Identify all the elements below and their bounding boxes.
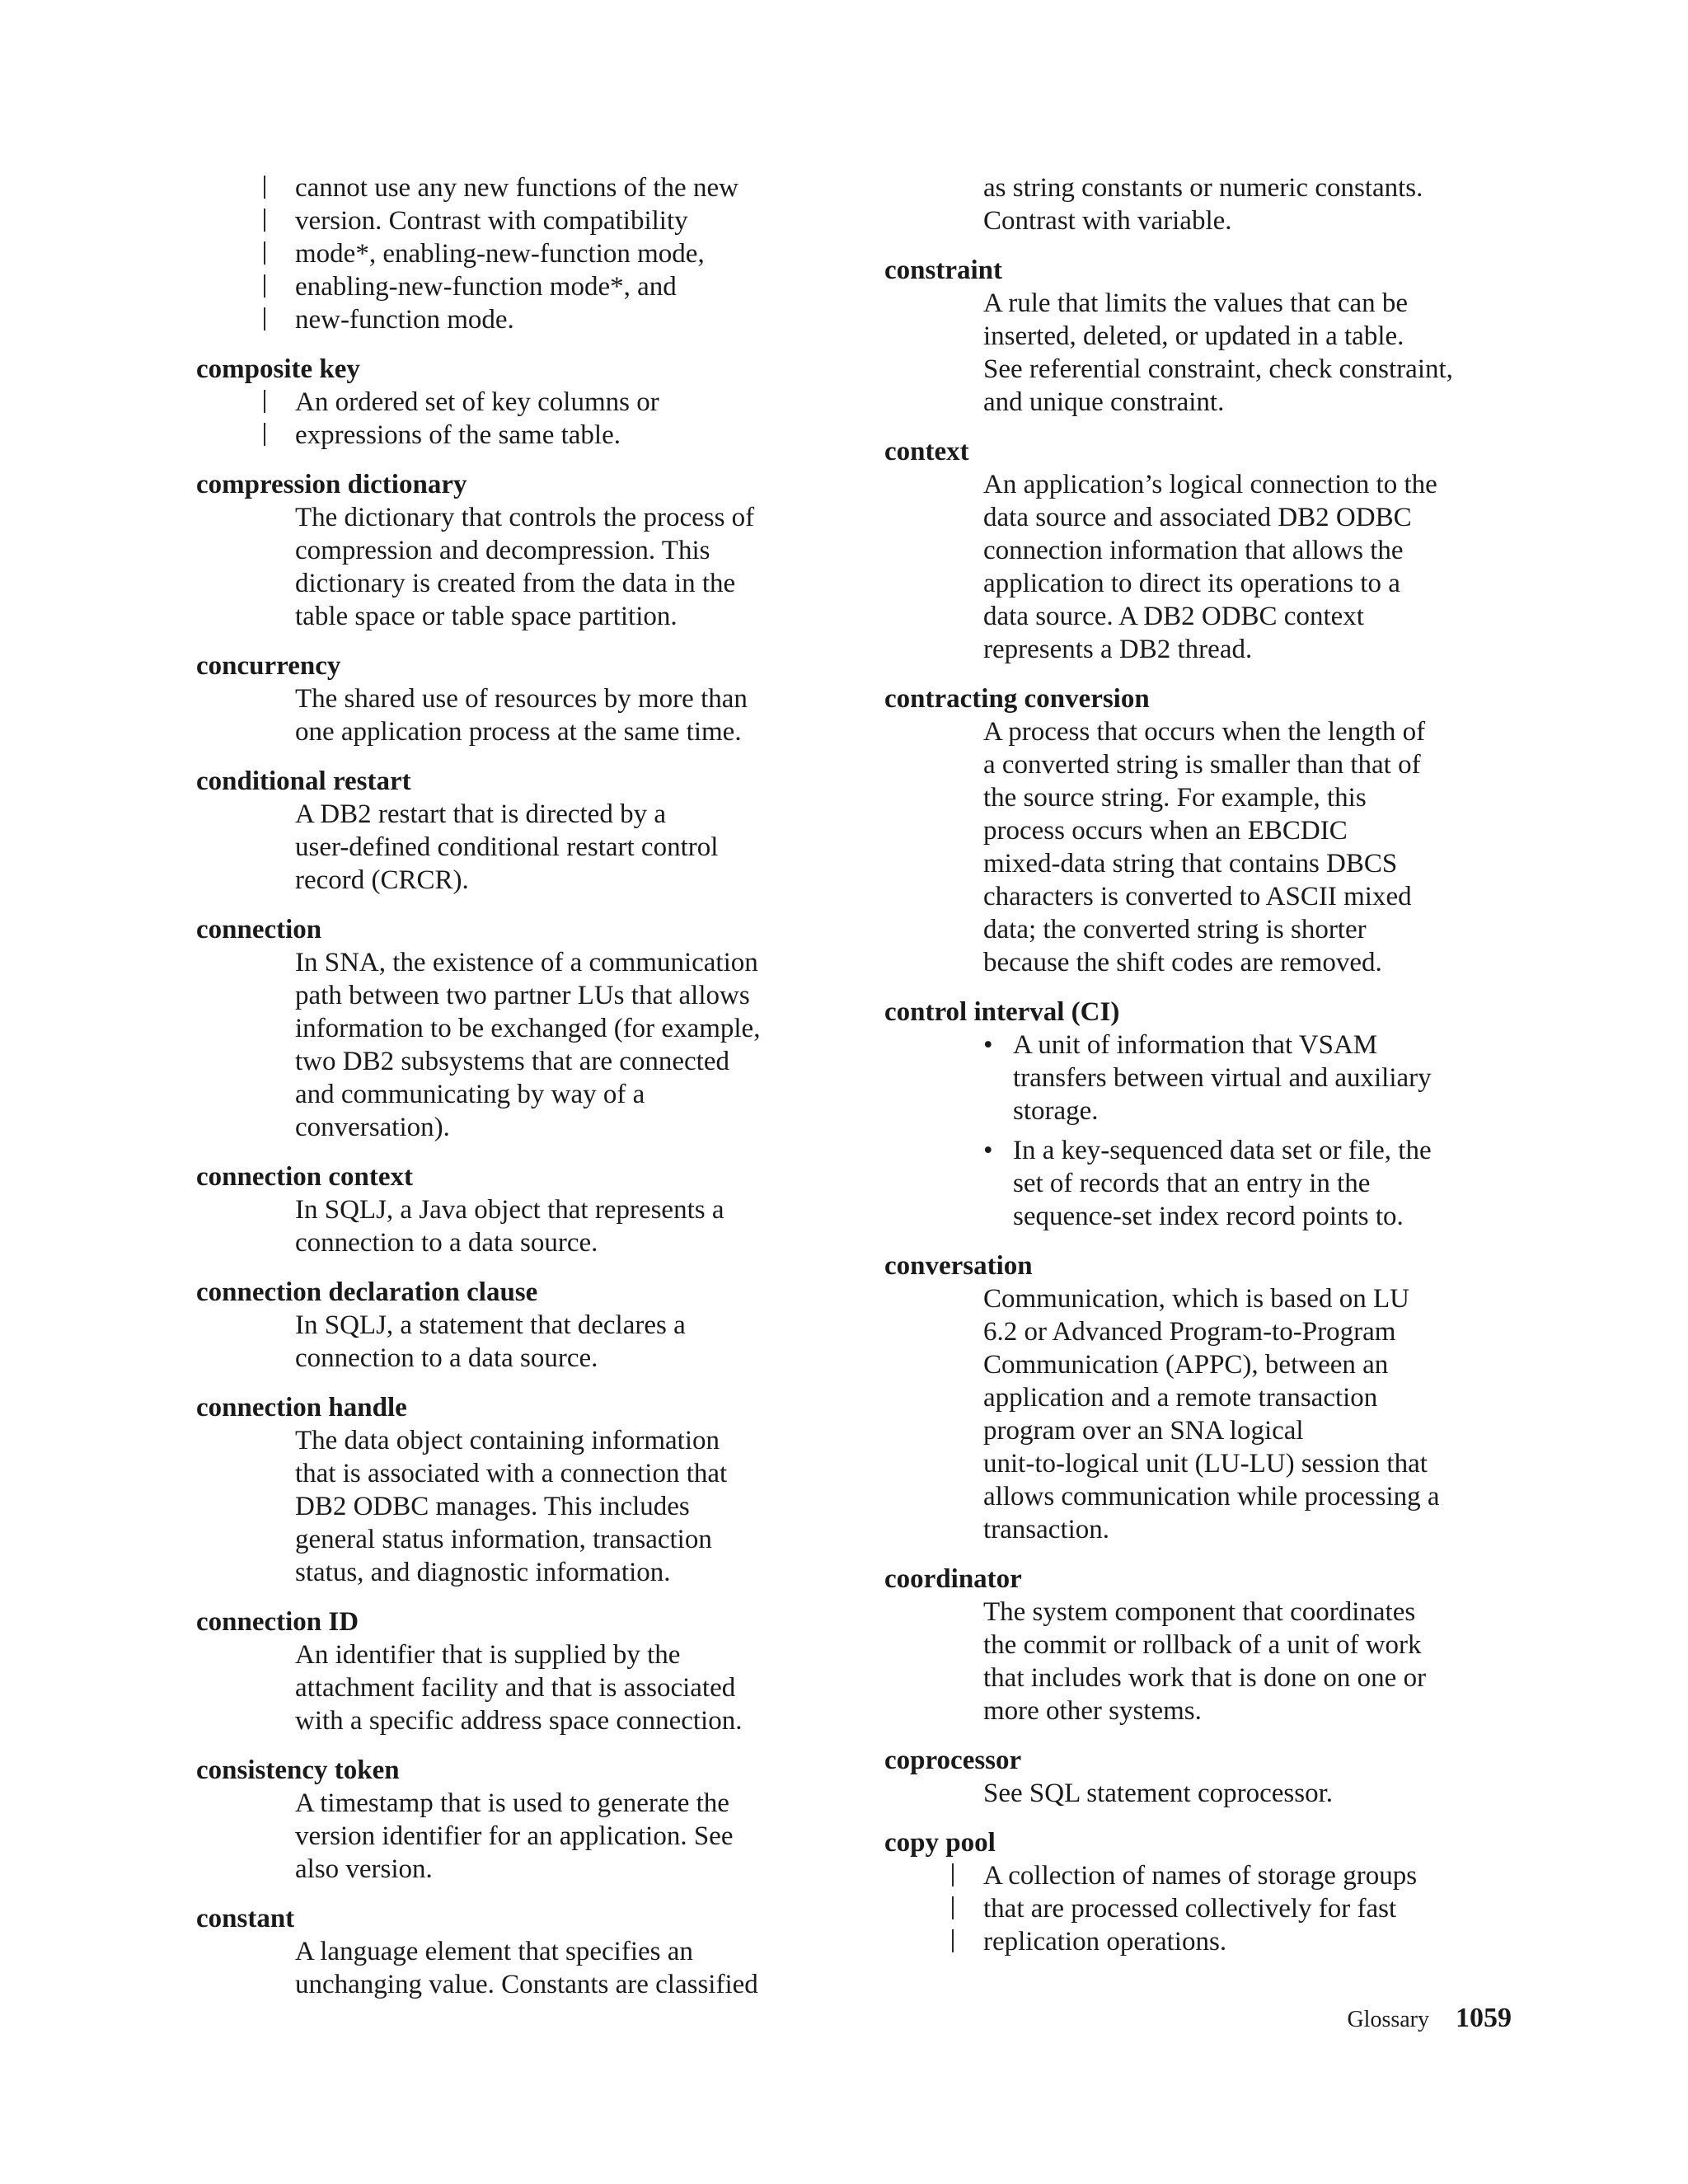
line-text: A rule that limits the values that can be [983,288,1409,318]
line-text: mode*, enabling-new-function mode, [295,239,705,269]
line-text: connection information that allows the [983,536,1404,565]
glossary-term: connection [196,915,322,944]
definition-line [983,1661,1527,1694]
continued-definition [196,171,847,336]
line-text: A process that occurs when the length of [983,717,1426,747]
definition-line [295,237,847,270]
definition-line [295,1111,847,1144]
definition-line [295,1704,847,1737]
definition-line [983,946,1527,979]
line-text: DB2 ODBC manages. This includes [295,1492,690,1521]
definition-line [983,204,1527,237]
glossary-entry [884,1744,1527,1810]
line-text: In SQLJ, a statement that declares a [295,1310,686,1340]
line-text: mixed-data string that contains DBCS [983,849,1398,879]
definition-line [983,880,1527,913]
definition [295,1787,847,1886]
definition-line [983,715,1527,748]
line-text: In SNA, the existence of a communication [295,948,758,977]
line-text: one application process at the same time. [295,717,742,747]
definition-line [983,1513,1527,1546]
definition-line [295,204,847,237]
line-text: two DB2 subsystems that are connected [295,1047,729,1076]
line-text: information to be exchanged (for example, [295,1014,761,1043]
definition-line [295,1638,847,1671]
definition [295,946,847,1144]
change-bar [952,1929,954,1952]
line-text: new-function mode. [295,305,514,335]
definition-line [983,1777,1527,1810]
definition-line [983,386,1527,419]
line-text: An application’s logical connection to the [983,470,1437,499]
definition [295,1193,847,1259]
change-bar [264,307,265,330]
definition-line [295,1968,847,2001]
page-footer [1347,2003,1512,2034]
change-bar [264,274,265,298]
line-text: dictionary is created from the data in the [295,569,736,598]
glossary-term: copy pool [884,1828,996,1858]
definition-line [295,682,847,715]
glossary-term: connection ID [196,1607,359,1637]
definition-line [295,1226,847,1259]
change-bar [264,209,265,232]
line-text: more other systems. [983,1696,1202,1726]
line-text: status, and diagnostic information. [295,1558,671,1587]
definition-line [983,913,1527,946]
definition-line [983,814,1527,847]
line-text: inserted, deleted, or updated in a table. [983,321,1404,351]
line-text: replication operations. [983,1927,1227,1957]
definition-line [983,287,1527,320]
change-bar [264,176,265,199]
line-text: data source. A DB2 ODBC context [983,602,1364,631]
definition-line: storage. [1013,1096,1099,1126]
definition-line [295,1424,847,1457]
definition [295,1638,847,1737]
continued-definition [884,171,1527,237]
glossary-entry [196,649,847,748]
line-text: connection to a data source. [295,1343,598,1373]
line-text: that is associated with a connection that [295,1459,728,1488]
line-text: a converted string is smaller than that of [983,750,1421,780]
glossary-term: constant [196,1904,295,1933]
line-text: with a specific address space connection. [295,1706,743,1736]
definition-line [295,831,847,864]
definition-line [295,1457,847,1490]
definition-line [983,1596,1527,1629]
line-text: A timestamp that is used to generate the [295,1788,729,1818]
line-text: The system component that coordinates [983,1597,1416,1627]
line-text: general status information, transaction [295,1525,712,1554]
glossary-term: coordinator [884,1564,1022,1594]
definition-line [295,386,847,419]
definition-line [983,567,1527,600]
glossary-term: composite key [196,354,360,384]
definition-line [295,534,847,567]
line-text: Communication (APPC), between an [983,1350,1389,1380]
page-number: 1059 [1456,2003,1512,2033]
definition-line [983,534,1527,567]
definition-line [983,1348,1527,1381]
definition-line [295,1342,847,1375]
glossary-entry [884,435,1527,666]
line-text: A DB2 restart that is directed by a [295,799,666,829]
line-text: process occurs when an EBCDIC [983,816,1348,846]
line-text: program over an SNA logical [983,1416,1304,1446]
definition-line [983,1892,1527,1925]
glossary-term: concurrency [196,651,341,681]
line-text: characters is converted to ASCII mixed [983,882,1412,912]
change-bar [952,1896,954,1919]
definition [983,171,1527,237]
bullet-icon: • [983,1136,993,1165]
glossary-term: context [884,437,969,466]
line-text: Communication, which is based on LU [983,1284,1409,1314]
line-text: The dictionary that controls the process of [295,503,755,532]
definition-line [295,798,847,831]
line-text: In SQLJ, a Java object that represents a [295,1195,724,1225]
line-text: the source string. For example, this [983,783,1367,813]
glossary-term: conditional restart [196,766,411,796]
line-text: application and a remote transaction [983,1383,1378,1413]
line-text: and communicating by way of a [295,1080,645,1109]
glossary-term: conversation [884,1251,1033,1281]
definition-line [983,1315,1527,1348]
definition-line [983,847,1527,880]
line-text: compression and decompression. This [295,536,710,565]
definition [295,1309,847,1375]
definition-line [295,1556,847,1589]
line-text: unit-to-logical unit (LU-LU) session that [983,1449,1428,1479]
definition [295,798,847,897]
definition [295,501,847,633]
definition-line [295,946,847,979]
definition-line [983,1694,1527,1727]
definition [295,1424,847,1589]
glossary-term: compression dictionary [196,470,467,499]
glossary-entry [196,1160,847,1259]
definition-line [983,1629,1527,1661]
bullet-icon: • [983,1030,993,1060]
definition-line [983,501,1527,534]
definition-line [983,1447,1527,1480]
glossary-entry [196,765,847,897]
line-text: data source and associated DB2 ODBC [983,503,1412,532]
line-text: path between two partner LUs that allows [295,981,750,1010]
line-text: expressions of the same table. [295,420,621,450]
line-text: cannot use any new functions of the new [295,173,738,203]
glossary-entry [884,1249,1527,1546]
definition-line [295,1078,847,1111]
definition-line: set of records that an entry in the [1013,1169,1371,1198]
glossary-entry [196,1605,847,1737]
definition [983,1859,1527,1958]
definition-line [295,1490,847,1523]
definition-line: In a key-sequenced data set or file, the [1013,1136,1432,1165]
glossary-term: consistency token [196,1755,400,1785]
definition-bullet-list [983,1029,1527,1233]
definition [983,468,1527,666]
definition-line [983,171,1527,204]
line-text: version. Contrast with compatibility [295,206,688,236]
line-text: that are processed collectively for fast [983,1894,1397,1924]
glossary-term: connection context [196,1162,414,1192]
glossary-term: connection declaration clause [196,1277,538,1307]
line-text: also version. [295,1854,433,1884]
glossary-entry [884,254,1527,419]
right-column [884,171,1527,1975]
definition-line [983,1414,1527,1447]
glossary-entry [196,1754,847,1886]
definition-line [983,353,1527,386]
line-text: the commit or rollback of a unit of work [983,1630,1422,1660]
definition-line [295,1309,847,1342]
line-text: record (CRCR). [295,865,469,895]
line-text: enabling-new-function mode*, and [295,272,677,302]
glossary-entry [884,996,1527,1233]
definition [295,386,847,452]
glossary-entry [884,1563,1527,1727]
line-text: An ordered set of key columns or [295,387,659,417]
line-text: that includes work that is done on one or [983,1663,1427,1693]
definition-line [295,419,847,452]
glossary-entry [196,1902,847,2001]
line-text: Contrast with variable. [983,206,1232,236]
line-text: transaction. [983,1515,1110,1544]
definition-line [295,270,847,303]
line-text: A language element that specifies an [295,1937,693,1966]
glossary-term: contracting conversion [884,684,1150,714]
footer-section-label: Glossary [1347,2007,1429,2032]
line-text: because the shift codes are removed. [983,948,1382,977]
line-text: 6.2 or Advanced Program-to-Program [983,1317,1396,1347]
definition-line [295,715,847,748]
definition-line: A unit of information that VSAM [1013,1030,1378,1060]
definition-line [983,1925,1527,1958]
line-text: An identifier that is supplied by the [295,1640,681,1670]
definition-line [983,748,1527,781]
change-bar [264,390,265,413]
glossary-entry [196,1276,847,1375]
definition-line [295,1523,847,1556]
definition-line [295,1935,847,1968]
left-column [196,171,847,2018]
definition [983,1596,1527,1727]
line-text: conversation). [295,1113,450,1142]
line-text: table space or table space partition. [295,602,678,631]
glossary-term: constraint [884,255,1002,285]
glossary-entry [196,913,847,1144]
definition-line [983,320,1527,353]
line-text: user-defined conditional restart control [295,832,719,862]
line-text: See referential constraint, check constraint, [983,354,1453,384]
glossary-entry [196,468,847,633]
definition-line [983,600,1527,633]
line-text: See SQL statement coprocessor. [983,1779,1334,1808]
glossary-entry [884,682,1527,979]
definition-line [983,633,1527,666]
definition-line [295,600,847,633]
definition-line [983,781,1527,814]
definition [983,715,1527,979]
definition-line [295,1787,847,1820]
line-text: as string constants or numeric constants. [983,173,1423,203]
line-text: application to direct its operations to a [983,569,1400,598]
definition-line [983,1480,1527,1513]
definition-line [295,567,847,600]
definition-line [295,1820,847,1853]
line-text: version identifier for an application. See [295,1821,734,1851]
bullet-item [983,1134,1527,1233]
definition-line [983,1381,1527,1414]
definition [983,287,1527,419]
line-text: connection to a data source. [295,1228,598,1258]
line-text: attachment facility and that is associated [295,1673,736,1703]
definition-line [983,1859,1527,1892]
definition [983,1282,1527,1546]
glossary-entry [196,1391,847,1589]
definition-line [295,303,847,336]
line-text: represents a DB2 thread. [983,635,1253,664]
definition-line [295,979,847,1012]
change-bar [952,1863,954,1886]
glossary-term: coprocessor [884,1746,1022,1775]
definition-line: sequence-set index record points to. [1013,1202,1404,1231]
line-text: The data object containing information [295,1426,720,1455]
line-text: data; the converted string is shorter [983,915,1367,944]
line-text: allows communication while processing a [983,1482,1440,1511]
definition [983,1777,1527,1810]
line-text: unchanging value. Constants are classified [295,1970,758,1999]
change-bar [264,241,265,265]
line-text: and unique constraint. [983,387,1225,417]
definition [295,682,847,748]
line-text: The shared use of resources by more than [295,684,748,714]
definition-line [295,1193,847,1226]
change-bar [264,423,265,446]
definition-line: transfers between virtual and auxiliary [1013,1063,1432,1093]
definition-line [295,1045,847,1078]
glossary-term: connection handle [196,1393,407,1422]
definition-line [295,1853,847,1886]
glossary-term: control interval (CI) [884,997,1120,1027]
definition-line [983,1282,1527,1315]
definition [295,1935,847,2001]
line-text: A collection of names of storage groups [983,1861,1418,1891]
definition-line [983,468,1527,501]
definition-line [295,1012,847,1045]
definition-line [295,501,847,534]
definition-line [295,171,847,204]
glossary-entry [196,353,847,452]
definition [295,171,847,336]
bullet-item [983,1029,1527,1127]
definition-line [295,1671,847,1704]
definition-line [295,864,847,897]
glossary-entry [884,1826,1527,1958]
